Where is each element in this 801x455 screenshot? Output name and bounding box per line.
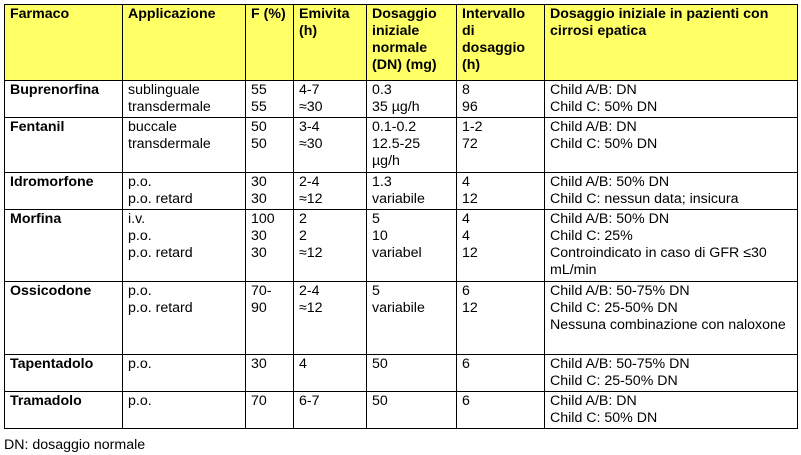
cell-line: 12 <box>462 245 478 261</box>
table-row <box>5 392 798 429</box>
cell-line: 1.3 <box>372 174 392 190</box>
cell-line: 8 <box>462 82 470 98</box>
cell-line: 10 <box>372 228 388 244</box>
cell-line: 3-4 <box>299 119 320 135</box>
table-row <box>5 210 798 282</box>
cell-line: 4 <box>462 211 470 227</box>
cell-cirrhosis-dose <box>545 210 798 282</box>
cell-cirrhosis-dose <box>545 173 798 210</box>
cell-line: Child A/B: 50% DN <box>550 211 670 227</box>
table-row <box>5 81 798 118</box>
cell-cirrhosis-dose <box>545 282 798 355</box>
cell-line: 12 <box>462 191 478 207</box>
cell-bioavailability <box>246 355 294 392</box>
cell-half-life <box>294 392 367 429</box>
cell-drug-name: Fentanil <box>5 118 123 173</box>
cell-line: buccale <box>128 119 177 135</box>
cell-bioavailability <box>246 210 294 282</box>
cell-initial-dose <box>367 392 457 429</box>
cell-line: 12.5-25 µg/h <box>372 136 421 169</box>
cell-drug-name: Idromorfone <box>5 173 123 210</box>
cell-line: 100 <box>251 211 275 227</box>
cell-line: 30 <box>251 174 267 190</box>
cell-line: 72 <box>462 136 478 152</box>
cell-line: Child C: 25% <box>550 228 633 244</box>
cell-line: 30 <box>251 191 267 207</box>
header-dosing-interval: Intervallo di dosaggio (h) <box>457 5 545 81</box>
table-row <box>5 173 798 210</box>
cell-line: 5 <box>372 211 380 227</box>
cell-line: Child C: 50% DN <box>550 136 658 152</box>
cell-bioavailability <box>246 173 294 210</box>
cell-line: Child C: 50% DN <box>550 410 658 426</box>
cell-line: p.o. <box>128 393 152 409</box>
cell-line: 1-2 <box>462 119 483 135</box>
cell-application <box>123 392 246 429</box>
table-row <box>5 118 798 173</box>
cell-initial-dose <box>367 210 457 282</box>
cell-line: Child C: 25-50% DN <box>550 300 678 316</box>
cell-line: Child A/B: 50-75% DN <box>550 283 690 299</box>
cell-line: 70 <box>251 393 267 409</box>
cell-half-life <box>294 355 367 392</box>
cell-line: ≈30 <box>299 99 323 115</box>
cell-bioavailability <box>246 118 294 173</box>
cell-drug-name: Morfina <box>5 210 123 282</box>
cell-dosing-interval <box>457 355 545 392</box>
cell-half-life <box>294 173 367 210</box>
cell-line: ≈12 <box>299 191 323 207</box>
cell-line: p.o. retard <box>128 191 193 207</box>
cell-line: 2 <box>299 211 307 227</box>
cell-line: 30 <box>251 356 267 372</box>
cell-line: Child C: nessun data; insicura <box>550 191 739 207</box>
header-cirrhosis-dose: Dosaggio iniziale in pazienti con cirrosi epatica <box>545 5 798 81</box>
cell-line: 30 <box>251 228 267 244</box>
cell-line: Child A/B: 50% DN <box>550 174 670 190</box>
cell-cirrhosis-dose <box>545 355 798 392</box>
cell-initial-dose <box>367 81 457 118</box>
cell-line: 6 <box>462 283 470 299</box>
cell-line: ≈30 <box>299 136 323 152</box>
cell-line: Nessuna combinazione con naloxone <box>550 317 786 333</box>
cell-line: p.o. <box>128 228 152 244</box>
cell-line: 2-4 <box>299 174 320 190</box>
cell-line: 50 <box>251 119 267 135</box>
cell-line: 6-7 <box>299 393 320 409</box>
cell-initial-dose <box>367 118 457 173</box>
cell-line: 6 <box>462 393 470 409</box>
cell-application <box>123 355 246 392</box>
cell-line: 55 <box>251 99 267 115</box>
cell-half-life <box>294 81 367 118</box>
cell-drug-name: Tapentadolo <box>5 355 123 392</box>
header-farmaco: Farmaco <box>5 5 123 81</box>
cell-line: p.o. <box>128 356 152 372</box>
cell-half-life <box>294 118 367 173</box>
cell-initial-dose <box>367 282 457 355</box>
cell-cirrhosis-dose <box>545 392 798 429</box>
cell-application <box>123 282 246 355</box>
cell-line: variabile <box>372 191 425 207</box>
cell-line: p.o. retard <box>128 300 193 316</box>
cell-line: 55 <box>251 82 267 98</box>
cell-application <box>123 81 246 118</box>
cell-dosing-interval <box>457 282 545 355</box>
cell-line: 4-7 <box>299 82 320 98</box>
cell-half-life <box>294 282 367 355</box>
table-row <box>5 355 798 392</box>
cell-cirrhosis-dose <box>545 81 798 118</box>
cell-dosing-interval <box>457 173 545 210</box>
cell-half-life <box>294 210 367 282</box>
cell-line: 4 <box>462 228 470 244</box>
cell-line: 70- <box>251 283 272 299</box>
cell-line: 2-4 <box>299 283 320 299</box>
cell-line: 90 <box>251 300 267 316</box>
cell-line: Child A/B: 50-75% DN <box>550 356 690 372</box>
cell-drug-name: Buprenorfina <box>5 81 123 118</box>
cell-dosing-interval <box>457 81 545 118</box>
header-half-life: Emivita (h) <box>294 5 367 81</box>
cell-line: 0.3 <box>372 82 392 98</box>
cell-line: transdermale <box>128 99 211 115</box>
header-bioavailability: F (%) <box>246 5 294 81</box>
cell-line: 4 <box>462 174 470 190</box>
cell-line: Child A/B: DN <box>550 82 637 98</box>
cell-drug-name: Ossicodone <box>5 282 123 355</box>
cell-line: 4 <box>299 356 307 372</box>
cell-line: 50 <box>372 393 388 409</box>
cell-line: 6 <box>462 356 470 372</box>
cell-line: 0.1-0.2 <box>372 119 417 135</box>
cell-line: ≈12 <box>299 245 323 261</box>
cell-line: 5 <box>372 283 380 299</box>
cell-line: 30 <box>251 245 267 261</box>
cell-line: 50 <box>372 356 388 372</box>
header-initial-dose: Dosaggio iniziale normale (DN) (mg) <box>367 5 457 81</box>
cell-dosing-interval <box>457 210 545 282</box>
cell-cirrhosis-dose <box>545 118 798 173</box>
cell-bioavailability <box>246 81 294 118</box>
cell-initial-dose <box>367 355 457 392</box>
footnote: DN: dosaggio normale <box>4 437 146 453</box>
cell-bioavailability <box>246 392 294 429</box>
cell-line: i.v. <box>128 211 146 227</box>
cell-bioavailability <box>246 282 294 355</box>
cell-application <box>123 173 246 210</box>
table-header-row <box>5 5 798 81</box>
cell-line: 50 <box>251 136 267 152</box>
cell-line: 35 µg/h <box>372 99 420 115</box>
cell-line: variabel <box>372 245 422 261</box>
cell-line: sublinguale <box>128 82 200 98</box>
cell-initial-dose <box>367 173 457 210</box>
header-applicazione: Applicazione <box>123 5 246 81</box>
table-row <box>5 282 798 355</box>
cell-line: Controindicato in caso di GFR ≤30 mL/min <box>550 245 767 278</box>
cell-line: Child A/B: DN <box>550 119 637 135</box>
cell-line: 96 <box>462 99 478 115</box>
cell-dosing-interval <box>457 392 545 429</box>
table-body <box>5 81 798 429</box>
cell-application <box>123 210 246 282</box>
cell-dosing-interval <box>457 118 545 173</box>
cell-line: p.o. retard <box>128 245 193 261</box>
cell-line: 12 <box>462 300 478 316</box>
cell-application <box>123 118 246 173</box>
opioid-dosing-table <box>4 4 798 429</box>
cell-line: Child C: 25-50% DN <box>550 373 678 389</box>
cell-line: transdermale <box>128 136 211 152</box>
cell-line: ≈12 <box>299 300 323 316</box>
cell-line: Child C: 50% DN <box>550 99 658 115</box>
cell-line: 2 <box>299 228 307 244</box>
cell-line: p.o. <box>128 283 152 299</box>
cell-line: p.o. <box>128 174 152 190</box>
cell-line: Child A/B: DN <box>550 393 637 409</box>
cell-drug-name: Tramadolo <box>5 392 123 429</box>
cell-line: variabile <box>372 300 425 316</box>
